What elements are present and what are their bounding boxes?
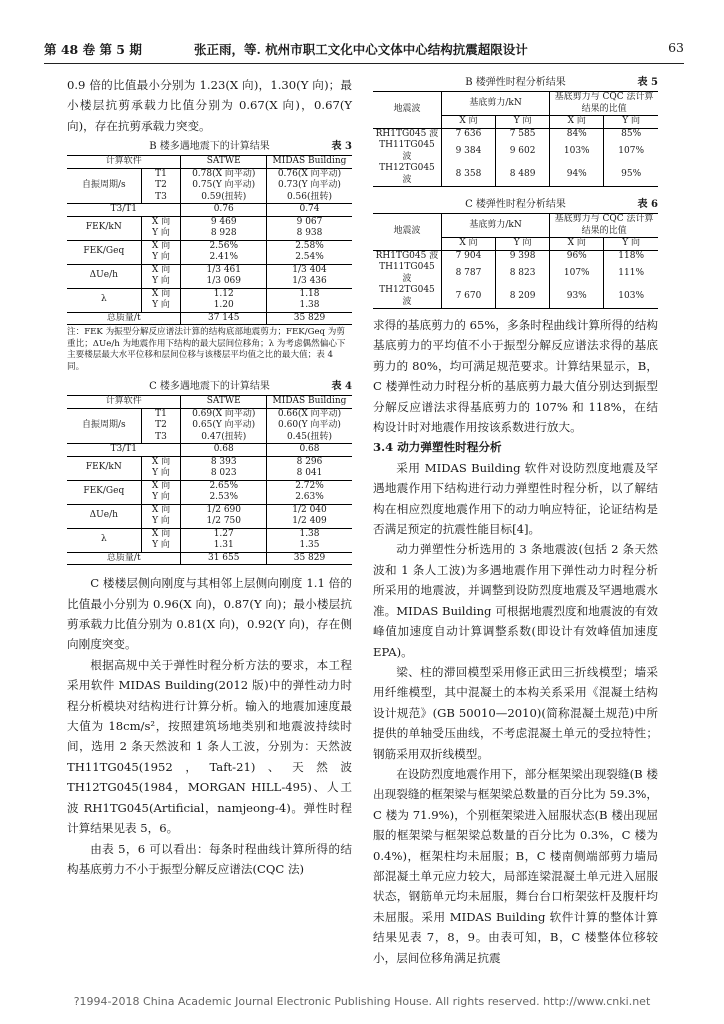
table-cell: 2.41%	[181, 252, 267, 264]
table-cell: 7 904	[441, 250, 495, 262]
table-3	[67, 139, 352, 373]
table-row	[67, 156, 352, 169]
table-cell: 自振周期/s	[67, 168, 141, 204]
table-cell: 9 398	[496, 250, 550, 262]
table-cell: 93%	[550, 285, 604, 309]
body-paragraph: 0.9 倍的比值最小分别为 1.23(X 向)，1.30(Y 向)；最小楼层抗剪承载力比值分别为 0.67(X 向)，0.67(Y 向)，存在抗剪承载力突变。	[67, 78, 352, 133]
results-table	[373, 91, 658, 187]
issue-label: 第 48 卷 第 5 期	[44, 42, 142, 57]
table-cell: X 向	[141, 288, 181, 300]
table-cell: 1.35	[299, 540, 320, 551]
table-cell: Y 向	[141, 252, 181, 264]
table-cell: 2.58%	[295, 240, 324, 251]
table-cell: 计算软件	[67, 156, 181, 169]
table-cell: 35 829	[293, 312, 326, 323]
table-caption	[67, 379, 352, 395]
table-cell: 8 393	[181, 456, 267, 468]
table-cell: X 向	[141, 480, 181, 492]
table-cell: ΔUe/h	[67, 264, 141, 288]
table-caption	[67, 139, 352, 155]
body-paragraph: 根据高规中关于弹性时程分析方法的要求，本工程采用软件 MIDAS Building(2012 版)中的弹性动力时程分析模块对结构进行计算分析。输入的地震加速度最大值为 18cm/s²，按照建筑场地类别和地震波持续时间，选用 2 条天然波和 1 条人工波，分别为：天然波 TH11TG045(1952，Taft-21)、天然波 TH12TG045(1984，MORGAN HILL-495)、人工波 RH1TG045(Artificial，namjeong-4)。弹性时程计算结果见表 5，6。	[67, 657, 352, 836]
table-cell: X 向	[550, 116, 604, 129]
table-cell: 0.75(Y 向平动)	[181, 180, 267, 192]
table-cell: 95%	[621, 168, 642, 179]
table-row	[67, 480, 352, 492]
table-cell: 7 636	[441, 128, 495, 140]
table-cell: RH1TG045 波	[373, 250, 441, 262]
table-cell: 8 041	[296, 468, 323, 479]
table-row	[373, 214, 658, 238]
table-cell: MIDAS Building	[272, 156, 347, 167]
table-cell: 1.31	[181, 540, 267, 552]
table-row	[373, 128, 658, 140]
table-cell: T2	[141, 420, 181, 432]
table-cell: C 楼弹性时程分析结果	[465, 199, 566, 210]
table-cell: FEK/Geq	[67, 480, 141, 504]
table-cell: 2.63%	[295, 492, 324, 503]
table-cell: 85%	[621, 128, 642, 139]
table-cell: 总质量/t	[67, 552, 181, 565]
table-cell: 1.38	[299, 528, 320, 539]
table-cell: 1.27	[181, 528, 267, 540]
left-column	[67, 75, 352, 879]
table-cell: 0.65(Y 向平动)	[181, 420, 267, 432]
table-cell: 8 489	[496, 163, 550, 187]
table-cell: 9 067	[296, 216, 323, 227]
table-cell: 地震波	[373, 92, 441, 129]
body-paragraph: 求得的基底剪力的 65%，多条时程曲线计算所得的结构基底剪力的平均值不小于振型分解反应谱法求得的基底剪力的 80%，均可满足规范要求。计算结果显示，B，C 楼弹性动力时程分析的基底剪力最大值分别达到振型分解反应谱法求得基底剪力的 107% 和 118%，在结构设计时对地震作用按该系数进行放大。	[373, 318, 658, 435]
table-cell: TH12TG045 波	[373, 163, 441, 187]
table-cell: 1/2 040	[292, 504, 327, 515]
table-cell: 自振周期/s	[67, 408, 141, 444]
table-cell: Y 向	[141, 492, 181, 504]
table-cell: X 向	[550, 238, 604, 251]
running-header	[44, 40, 684, 62]
table-note: 注：FEK 为振型分解反应谱法计算的结构底部地震剪力；FEK/Geq 为剪重比；ΔUe/h 为地震作用下结构的最大层间位移角；λ 为考虑偶然偏心下主要楼层最大水平位移和层间位移与该楼层平均值之比的最大值；表 4 同。	[67, 327, 346, 372]
table-cell: 0.76	[181, 204, 267, 217]
table-cell: Y 向	[141, 516, 181, 528]
table-cell: 9 602	[496, 140, 550, 163]
header-rule	[44, 63, 684, 64]
table-cell: 8 358	[441, 163, 495, 187]
body-paragraph: 动力弹塑性分析选用的 3 条地震波(包括 2 条天然波和 1 条人工波)为多遇地震作用下弹性动力时程分析所采用的地震波，并调整到设防烈度地震及罕遇地震水准。MIDAS Building 可根据地震烈度和地震波的有效峰值加速度自动计算调整系数(即设计有效峰值加速度 EPA)。	[373, 542, 658, 659]
table-cell: 1.18	[299, 288, 320, 299]
table-cell: 0.76(X 向平动)	[277, 168, 342, 179]
table-cell: 1/3 436	[292, 276, 327, 287]
body-paragraph: C 楼楼层侧向刚度与其相邻上层侧向刚度 1.1 倍的比值最小分别为 0.96(X 向)，0.87(Y 向)；最小楼层抗剪承载力比值分别为 0.81(X 向)，0.92(Y 向)，存在侧向刚度突变。	[67, 576, 352, 652]
table-cell: 8 209	[496, 285, 550, 309]
table-cell: λ	[67, 528, 141, 552]
table-cell: 8 296	[296, 456, 323, 467]
table-cell: 0.47(扭转)	[181, 432, 267, 444]
table-cell: 2.54%	[295, 252, 324, 263]
table-cell: X 向	[441, 116, 495, 129]
table-cell: 2.65%	[181, 480, 267, 492]
table-cell: SATWE	[181, 396, 267, 409]
table-cell: FEK/kN	[67, 216, 141, 240]
table-cell: X 向	[141, 504, 181, 516]
table-cell: 107%	[618, 145, 645, 156]
table-row	[373, 163, 658, 187]
table-row	[373, 250, 658, 262]
table-cell: 2.56%	[181, 240, 267, 252]
table-cell: T3/T1	[67, 444, 181, 457]
table-row	[67, 216, 352, 228]
table-cell: Y 向	[622, 238, 641, 248]
table-row	[67, 408, 352, 420]
table-caption	[373, 75, 658, 91]
table-row	[67, 240, 352, 252]
table-cell: SATWE	[181, 156, 267, 169]
table-cell: 计算软件	[67, 396, 181, 409]
table-cell: 1/2 409	[292, 516, 327, 527]
table-cell: TH11TG045 波	[373, 262, 441, 285]
copyright-footer: ?1994-2018 China Academic Journal Electronic Publishing House. All rights reserved. http://www.cnki.net	[73, 995, 651, 1008]
results-table	[373, 213, 658, 309]
table-cell: 1/2 750	[181, 516, 267, 528]
table-cell: Y 向	[496, 116, 550, 129]
table-cell: 107%	[550, 262, 604, 285]
table-cell: 0.73(Y 向平动)	[278, 180, 341, 191]
table-row	[67, 552, 352, 565]
table-caption	[373, 197, 658, 213]
table-row	[67, 456, 352, 468]
table-cell: 基底剪力与 CQC 法计算结果的比值	[550, 92, 658, 116]
table-cell: 地震波	[373, 214, 441, 251]
table-row	[67, 528, 352, 540]
table-row	[67, 312, 352, 325]
table-cell: 31 655	[181, 552, 267, 565]
table-cell: λ	[67, 288, 141, 312]
table-cell: ΔUe/h	[67, 504, 141, 528]
table-cell: 94%	[550, 163, 604, 187]
table-cell: 0.56(扭转)	[286, 191, 333, 202]
table-cell: T2	[141, 180, 181, 192]
table-cell: 8 023	[181, 468, 267, 480]
table-cell: 1.38	[299, 300, 320, 311]
table-cell: Y 向	[496, 238, 550, 251]
table-cell: Y 向	[141, 540, 181, 552]
body-paragraph: 梁、柱的滞回模型采用修正武田三折线模型；墙采用纤维模型，其中混凝土的本构关系采用《混凝土结构设计规范》(GB 50010—2010)(简称混凝土规范)中所提供的单轴受压曲线，不考虑混凝土单元的受拉特性；钢筋采用双折线模型。	[373, 664, 658, 761]
table-cell: X 向	[141, 456, 181, 468]
table-row	[67, 504, 352, 516]
table-cell: Y 向	[622, 116, 641, 126]
table-cell: 基底剪力/kN	[441, 214, 549, 238]
right-column	[373, 75, 658, 968]
table-cell: FEK/kN	[67, 456, 141, 480]
table-row	[67, 288, 352, 300]
table-cell: 0.74	[299, 204, 320, 215]
table-cell: 103%	[618, 290, 645, 301]
table-6	[373, 197, 658, 309]
results-table	[67, 395, 352, 565]
table-cell: Y 向	[141, 276, 181, 288]
table-cell: Y 向	[141, 228, 181, 240]
table-cell: Y 向	[141, 468, 181, 480]
table-row	[373, 262, 658, 285]
table-cell: 84%	[550, 128, 604, 140]
section-heading: 3.4 动力弹塑性时程分析	[373, 440, 502, 455]
table-cell: 9 469	[181, 216, 267, 228]
table-cell: 2.53%	[181, 492, 267, 504]
table-cell: 2.72%	[295, 480, 324, 491]
table-cell: 表 3	[331, 141, 352, 153]
table-cell: 103%	[550, 140, 604, 163]
table-cell: 1/3 461	[181, 264, 267, 276]
table-row	[67, 396, 352, 409]
table-cell: B 楼弹性时程分析结果	[465, 77, 566, 88]
table-cell: 表 5	[637, 77, 658, 88]
table-cell: Y 向	[141, 300, 181, 312]
table-cell: 0.66(X 向平动)	[277, 408, 342, 419]
table-cell: 7 670	[441, 285, 495, 309]
table-cell: 0.68	[181, 444, 267, 457]
table-cell: 111%	[618, 267, 645, 278]
table-cell: T1	[141, 408, 181, 420]
results-table	[67, 155, 352, 325]
table-row	[67, 264, 352, 276]
table-cell: 1/3 069	[181, 276, 267, 288]
body-paragraph: 在设防烈度地震作用下，部分框架梁出现裂缝(B 楼出现裂缝的框架梁与框架梁总数量的百分比为 59.3%，C 楼为 71.9%)，个别框架梁进入屈服状态(B 楼出现屈服的框架梁与框架梁总数量的百分比为 0.3%，C 楼为 0.4%)，框架柱均未屈服；B，C 楼南侧端部剪力墙局部混凝土单元应力较大，局部连梁混凝土单元进入屈服状态，钢筋单元均未屈服，舞台台口桁架弦杆及腹杆均未屈服。采用 MIDAS Building 软件计算的整体计算结果见表 7，8，9。由表可知，B，C 楼整体位移较小，层间位移角满足抗震	[373, 766, 658, 965]
table-cell: C 楼多遇地震下的计算结果	[149, 381, 270, 393]
table-cell: 9 384	[441, 140, 495, 163]
table-cell: X 向	[441, 238, 495, 251]
table-cell: 7 585	[496, 128, 550, 140]
table-cell: RH1TG045 波	[373, 128, 441, 140]
table-row	[373, 92, 658, 116]
table-cell: 基底剪力/kN	[441, 92, 549, 116]
table-cell: 35 829	[293, 552, 326, 563]
table-5	[373, 75, 658, 187]
table-cell: X 向	[141, 264, 181, 276]
body-paragraph: 采用 MIDAS Building 软件对设防烈度地震及罕遇地震作用下结构进行动力弹塑性时程分析，以了解结构在相应烈度地震作用下的动力响应特征，论证结构是否满足预定的抗震性能目标[4]。	[373, 460, 658, 537]
table-cell: T3	[141, 432, 181, 444]
page-number: 63	[668, 40, 684, 55]
table-cell: B 楼多遇地震下的计算结果	[149, 141, 270, 153]
table-cell: 0.59(扭转)	[181, 192, 267, 204]
table-row	[373, 140, 658, 163]
table-row	[373, 285, 658, 309]
table-cell: T3/T1	[67, 204, 181, 217]
table-cell: T1	[141, 168, 181, 180]
table-cell: 1/3 404	[292, 264, 327, 275]
table-cell: TH11TG045 波	[373, 140, 441, 163]
table-row	[67, 444, 352, 457]
table-cell: 0.78(X 向平动)	[181, 168, 267, 180]
table-cell: 0.60(Y 向平动)	[278, 420, 341, 431]
table-cell: X 向	[141, 528, 181, 540]
table-cell: MIDAS Building	[272, 396, 347, 407]
table-cell: T3	[141, 192, 181, 204]
table-row	[67, 168, 352, 180]
table-cell: 8 823	[496, 262, 550, 285]
table-cell: 8 938	[296, 228, 323, 239]
table-cell: 37 145	[181, 312, 267, 325]
table-cell: X 向	[141, 216, 181, 228]
table-cell: 0.45(扭转)	[286, 431, 333, 442]
table-cell: X 向	[141, 240, 181, 252]
table-cell: 96%	[550, 250, 604, 262]
table-cell: 0.69(X 向平动)	[181, 408, 267, 420]
table-cell: 表 6	[637, 199, 658, 210]
table-cell: 总质量/t	[67, 312, 181, 325]
table-cell: 表 4	[331, 381, 352, 393]
table-cell: 118%	[618, 250, 645, 261]
body-paragraph: 由表 5，6 可以看出：每条时程曲线计算所得的结构基底剪力不小于振型分解反应谱法(CQC 法)	[67, 841, 352, 876]
table-row	[67, 204, 352, 217]
table-cell: 1/2 690	[181, 504, 267, 516]
table-cell: 基底剪力与 CQC 法计算结果的比值	[550, 214, 658, 238]
table-cell: 8 928	[181, 228, 267, 240]
table-4	[67, 379, 352, 565]
table-cell: 1.12	[181, 288, 267, 300]
table-cell: 0.68	[299, 444, 320, 455]
running-title: 张正雨，等. 杭州市职工文化中心文体中心结构抗震超限设计	[194, 42, 528, 57]
table-cell: FEK/Geq	[67, 240, 141, 264]
table-cell: 8 787	[441, 262, 495, 285]
table-cell: TH12TG045 波	[373, 285, 441, 309]
table-cell: 1.20	[181, 300, 267, 312]
